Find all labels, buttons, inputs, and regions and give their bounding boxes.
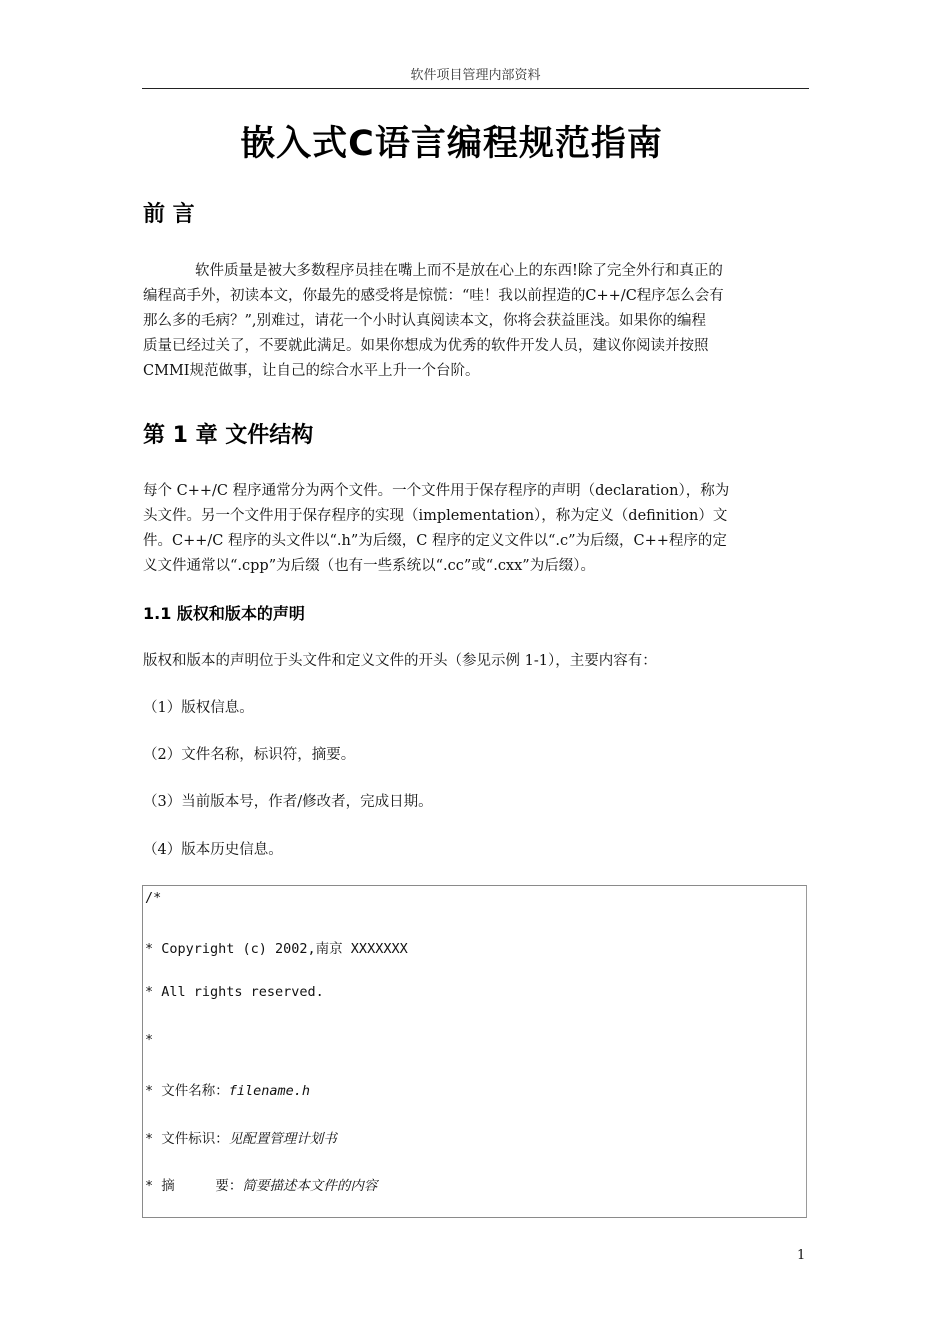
chapter-line: 每个 C++/C 程序通常分为两个文件。一个文件用于保存程序的声明（declaration），称为 bbox=[143, 483, 730, 499]
preface-line: 编程高手外，初读本文，你最先的感受将是惊慌：“哇！我以前捏造的C++/C程序怎么会有 bbox=[143, 288, 724, 304]
code-value: 见配置管理计划书 bbox=[228, 1131, 337, 1147]
list-item: （2）文件名称，标识符，摘要。 bbox=[143, 747, 356, 763]
preface-paragraph bbox=[143, 259, 808, 384]
chapter-paragraph bbox=[143, 479, 808, 579]
preface-line: CMMI规范做事，让自己的综合水平上升一个台阶。 bbox=[143, 363, 480, 379]
section-intro: 版权和版本的声明位于头文件和定义文件的开头（参见示例 1-1），主要内容有： bbox=[143, 653, 657, 669]
list-item: （1）版权信息。 bbox=[143, 700, 254, 716]
code-line: * 文件标识：见配置管理计划书 bbox=[145, 1131, 337, 1147]
section-heading: 1.1 版权和版本的声明 bbox=[143, 604, 305, 623]
chapter-line: 件。C++/C 程序的头文件以“.h”为后缀，C 程序的定义文件以“.c”为后缀，C++程序的定 bbox=[143, 533, 727, 549]
code-line: * bbox=[145, 1032, 154, 1048]
code-line: * 文件名称：filename.h bbox=[145, 1083, 311, 1099]
chapter-line: 义文件通常以“.cpp”为后缀（也有一些系统以“.cc”或“.cxx”为后缀）。 bbox=[143, 558, 595, 574]
chapter-heading: 第 1 章 文件结构 bbox=[143, 423, 314, 448]
page-number: 1 bbox=[797, 1248, 806, 1263]
code-value: 简要描述本文件的内容 bbox=[242, 1178, 378, 1194]
chapter-line: 头文件。另一个文件用于保存程序的实现（implementation），称为定义（definition）文 bbox=[143, 508, 728, 524]
preface-line: 质量已经过关了，不要就此满足。如果你想成为优秀的软件开发人员，建议你阅读并按照 bbox=[143, 338, 709, 354]
code-line: * All rights reserved. bbox=[145, 984, 324, 1000]
preface-line: 软件质量是被大多数程序员挂在嘴上而不是放在心上的东西!除了完全外行和真正的 bbox=[195, 263, 723, 279]
code-value: filename.h bbox=[228, 1083, 311, 1099]
running-header: 软件项目管理内部资料 bbox=[142, 64, 809, 89]
code-line: * Copyright (c) 2002,南京 XXXXXXX bbox=[145, 941, 408, 957]
code-example-box bbox=[142, 885, 807, 1218]
code-line: /* bbox=[145, 890, 162, 906]
code-line: * 摘 要：简要描述本文件的内容 bbox=[145, 1178, 378, 1194]
preface-heading: 前 言 bbox=[143, 202, 195, 227]
document-title: 嵌入式C语言编程规范指南 bbox=[240, 124, 663, 164]
list-item: （3）当前版本号，作者/修改者，完成日期。 bbox=[143, 794, 433, 810]
preface-line: 那么多的毛病？”,别难过，请花一个小时认真阅读本文，你将会获益匪浅。如果你的编程 bbox=[143, 313, 707, 329]
list-item: （4）版本历史信息。 bbox=[143, 842, 283, 858]
